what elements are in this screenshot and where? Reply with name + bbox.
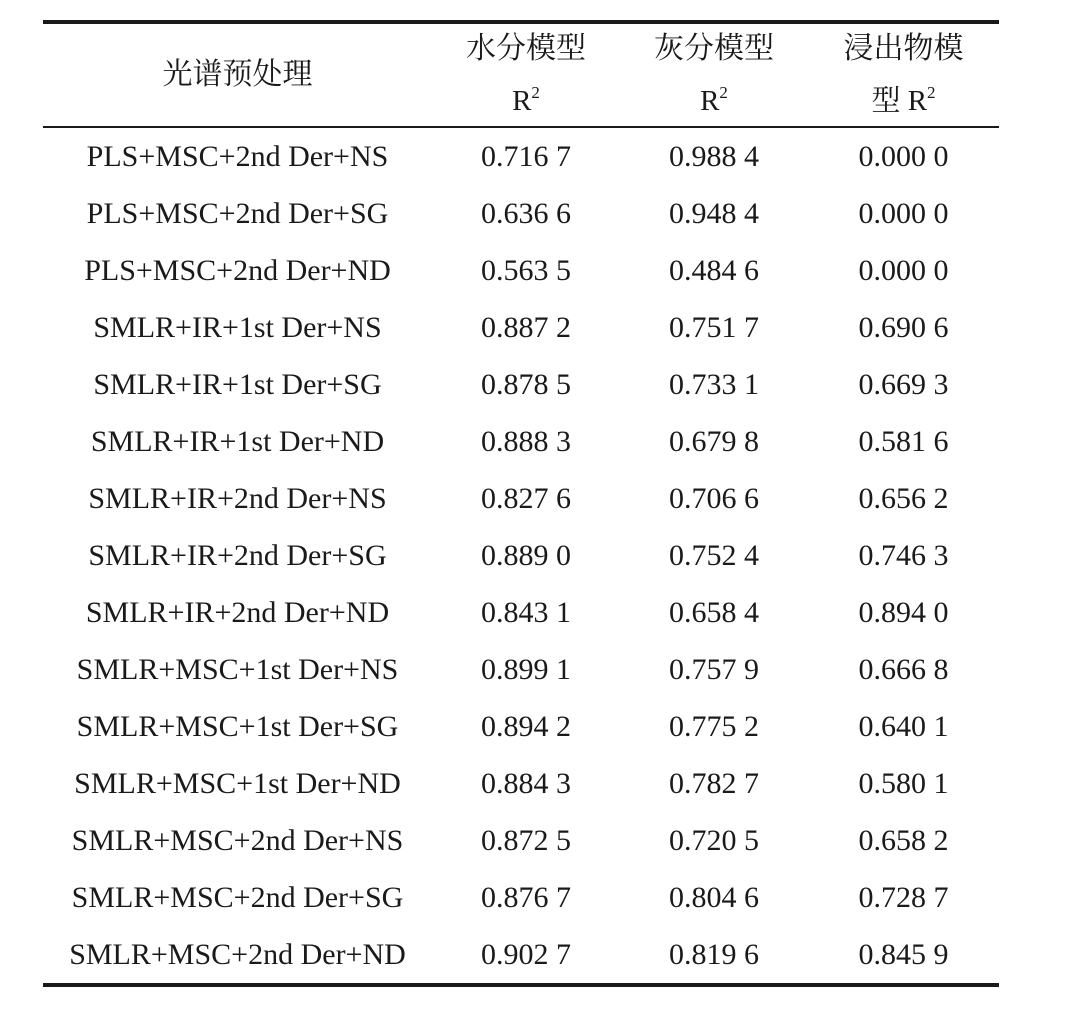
cell-ash-r2: 0.757 9 — [669, 652, 759, 686]
cell-extract-r2: 0.666 8 — [858, 652, 949, 686]
cell-moisture-r2: 0.887 2 — [481, 310, 571, 344]
cell-ash-r2: 0.752 4 — [669, 538, 759, 572]
cell-method: SMLR+MSC+1st Der+ND — [74, 766, 401, 800]
header-ash-label: 灰分模型 — [654, 31, 774, 66]
table-row — [43, 185, 999, 242]
cell-ash-r2: 0.948 4 — [669, 196, 759, 230]
cell-method: SMLR+IR+2nd Der+ND — [85, 595, 390, 629]
cell-ash-r2: 0.819 6 — [620, 926, 808, 985]
header-ash-r2: $R^2$ — [700, 83, 728, 117]
cell-method: SMLR+IR+2nd Der+NS — [88, 481, 387, 515]
table-row — [43, 698, 999, 755]
cell-ash-r2: 0.782 7 — [669, 766, 759, 800]
cell-method: SMLR+IR+1st Der+NS — [93, 310, 382, 344]
cell-moisture-r2: 0.843 1 — [481, 595, 571, 629]
cell-moisture-r2: 0.872 5 — [481, 823, 571, 857]
table-row — [43, 127, 999, 185]
header-extract-label: 浸出物模 — [843, 31, 964, 66]
cell-method: PLS+MSC+2nd Der+NS — [86, 139, 389, 173]
cell-extract-r2: 0.845 9 — [808, 926, 999, 985]
cell-moisture-r2: 0.876 7 — [481, 880, 571, 914]
cell-ash-r2: 0.775 2 — [669, 709, 759, 743]
header-extract-r2: 型 $R^2$ — [871, 83, 936, 117]
table-body — [43, 127, 999, 985]
cell-ash-r2: 0.988 4 — [669, 139, 759, 173]
cell-method: SMLR+IR+1st Der+SG — [93, 367, 382, 401]
table-row — [43, 869, 999, 926]
cell-ash-r2: 0.751 7 — [669, 310, 759, 344]
cell-moisture-r2: 0.902 7 — [432, 926, 620, 985]
table-row — [43, 527, 999, 584]
cell-extract-r2: 0.581 6 — [858, 424, 949, 458]
header-moisture-label: 水分模型 — [466, 31, 586, 66]
table-row — [43, 584, 999, 641]
cell-extract-r2: 0.640 1 — [858, 709, 949, 743]
cell-moisture-r2: 0.827 6 — [481, 481, 571, 515]
cell-method: SMLR+IR+2nd Der+SG — [88, 538, 387, 572]
cell-method: PLS+MSC+2nd Der+SG — [86, 196, 389, 230]
cell-moisture-r2: 0.899 1 — [481, 652, 571, 686]
table-row — [43, 926, 999, 985]
header-preprocessing — [43, 22, 432, 127]
results-table — [43, 20, 999, 987]
table-row — [43, 641, 999, 698]
results-table-container — [43, 20, 999, 987]
cell-extract-r2: 0.000 0 — [858, 253, 949, 287]
header-moisture-model — [432, 22, 620, 127]
cell-extract-r2: 0.658 2 — [858, 823, 949, 857]
cell-extract-r2: 0.656 2 — [858, 481, 949, 515]
cell-ash-r2: 0.720 5 — [669, 823, 759, 857]
table-row — [43, 470, 999, 527]
cell-extract-r2: 0.894 0 — [858, 595, 949, 629]
cell-ash-r2: 0.804 6 — [669, 880, 759, 914]
cell-moisture-r2: 0.888 3 — [481, 424, 571, 458]
table-row — [43, 299, 999, 356]
cell-method: SMLR+MSC+2nd Der+NS — [71, 823, 404, 857]
cell-extract-r2: 0.669 3 — [858, 367, 949, 401]
table-row — [43, 755, 999, 812]
cell-method: SMLR+MSC+2nd Der+ND — [43, 926, 432, 985]
header-ash-model — [620, 22, 808, 127]
table-row — [43, 812, 999, 869]
header-extract-model — [808, 22, 999, 127]
header-preprocessing-label: 光谱预处理 — [162, 57, 313, 92]
cell-moisture-r2: 0.563 5 — [481, 253, 571, 287]
table-row — [43, 413, 999, 470]
cell-method: SMLR+MSC+1st Der+NS — [76, 652, 399, 686]
cell-method: SMLR+MSC+2nd Der+SG — [71, 880, 404, 914]
cell-moisture-r2: 0.894 2 — [481, 709, 571, 743]
cell-moisture-r2: 0.878 5 — [481, 367, 571, 401]
cell-extract-r2: 0.580 1 — [858, 766, 949, 800]
cell-moisture-r2: 0.889 0 — [481, 538, 571, 572]
header-row — [43, 22, 999, 127]
table-row — [43, 356, 999, 413]
cell-ash-r2: 0.484 6 — [669, 253, 759, 287]
cell-extract-r2: 0.728 7 — [858, 880, 949, 914]
cell-moisture-r2: 0.716 7 — [481, 139, 571, 173]
cell-moisture-r2: 0.636 6 — [481, 196, 571, 230]
cell-extract-r2: 0.690 6 — [858, 310, 949, 344]
cell-extract-r2: 0.746 3 — [858, 538, 949, 572]
cell-extract-r2: 0.000 0 — [858, 139, 949, 173]
table-header — [43, 22, 999, 127]
cell-ash-r2: 0.706 6 — [669, 481, 759, 515]
cell-method: SMLR+IR+1st Der+ND — [90, 424, 385, 458]
cell-method: SMLR+MSC+1st Der+SG — [76, 709, 399, 743]
cell-moisture-r2: 0.884 3 — [481, 766, 571, 800]
cell-ash-r2: 0.733 1 — [669, 367, 759, 401]
table-row — [43, 242, 999, 299]
cell-ash-r2: 0.679 8 — [669, 424, 759, 458]
cell-extract-r2: 0.000 0 — [858, 196, 949, 230]
cell-method: PLS+MSC+2nd Der+ND — [84, 253, 391, 287]
header-moisture-r2: $R^2$ — [512, 83, 540, 117]
cell-ash-r2: 0.658 4 — [669, 595, 759, 629]
